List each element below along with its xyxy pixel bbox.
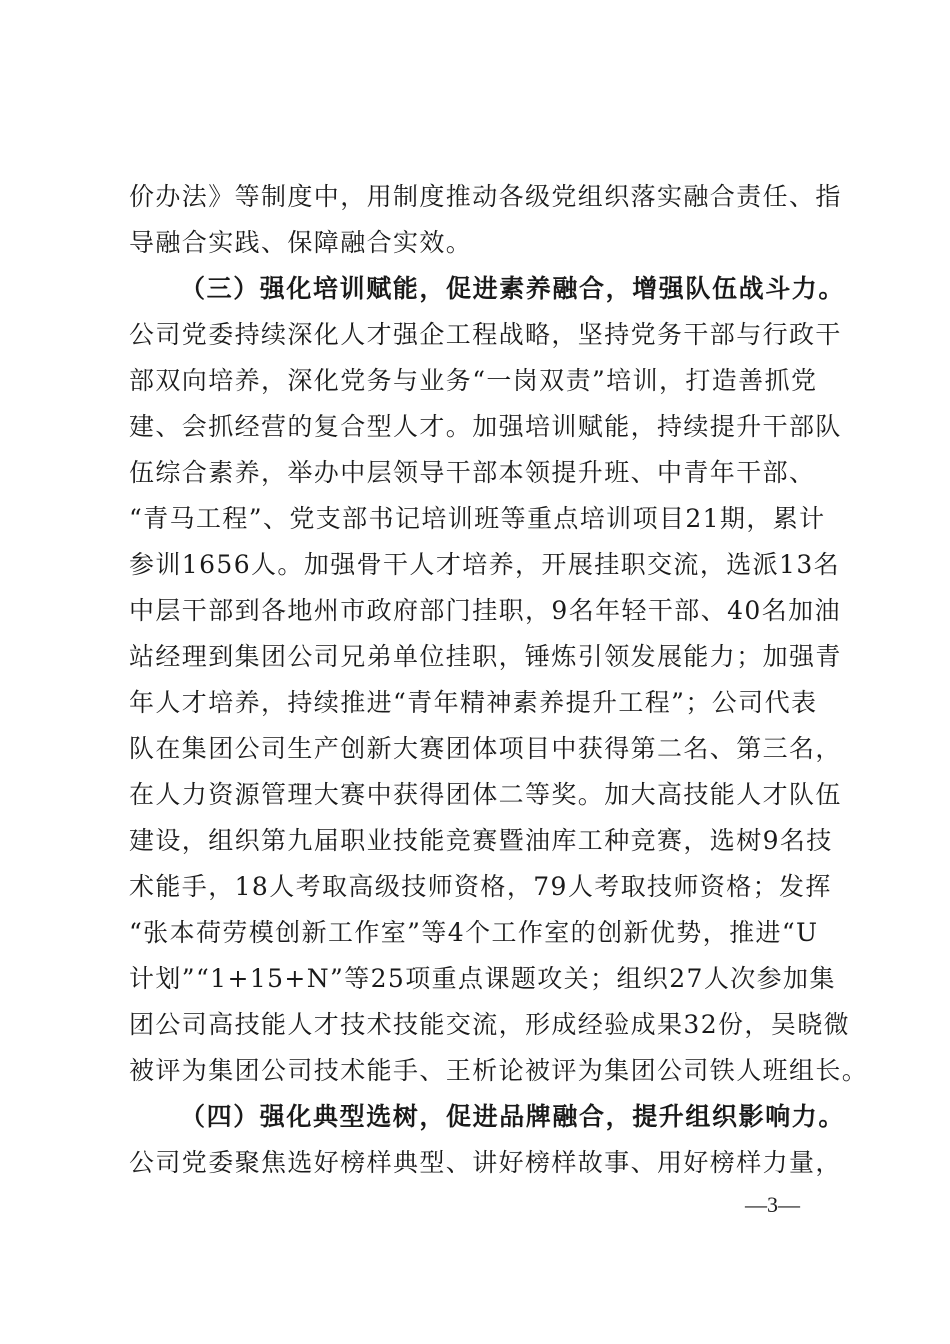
- body-line: 价办法》等制度中，用制度推动各级党组织落实融合责任、指: [129, 182, 842, 211]
- body-line: 在人力资源管理大赛中获得团体二等奖。加大高技能人才队伍: [129, 780, 842, 809]
- body-line: “青马工程”、党支部书记培训班等重点培训项目21期，累计: [129, 504, 826, 533]
- body-line: 被评为集团公司技术能手、王析论被评为集团公司铁人班组长。: [129, 1056, 869, 1085]
- body-line: 团公司高技能人才技术技能交流，形成经验成果32份，吴晓微: [129, 1010, 851, 1039]
- section-heading-4: （四）强化典型选树，促进品牌融合，提升组织影响力。: [180, 1102, 846, 1131]
- body-line: 部双向培养，深化党务与业务“一岗双责”培训，打造善抓党: [129, 366, 818, 395]
- body-line: 建设，组织第九届职业技能竞赛暨油库工种竞赛，选树9名技: [129, 826, 833, 855]
- page-number: —3—: [745, 1192, 800, 1217]
- body-line: 公司党委持续深化人才强企工程战略，坚持党务干部与行政干: [129, 320, 842, 349]
- body-line: 参训1656人。加强骨干人才培养，开展挂职交流，选派13名: [129, 550, 841, 579]
- body-line: 队在集团公司生产创新大赛团体项目中获得第二名、第三名，: [129, 734, 842, 763]
- body-line: 中层干部到各地州市政府部门挂职，9名年轻干部、40名加油: [129, 596, 841, 625]
- body-line: 建、会抓经营的复合型人才。加强培训赋能，持续提升干部队: [129, 412, 842, 441]
- body-line: 伍综合素养，举办中层领导干部本领提升班、中青年干部、: [129, 458, 816, 487]
- body-line: 术能手，18人考取高级技师资格，79人考取技师资格；发挥: [129, 872, 832, 901]
- body-line: 导融合实践、保障融合实效。: [129, 228, 473, 257]
- body-line: 年人才培养，持续推进“青年精神素养提升工程”；公司代表: [129, 688, 818, 717]
- body-line: 计划”“1+15+N”等25项重点课题攻关；组织27人次参加集: [129, 964, 836, 993]
- section-heading-3: （三）强化培训赋能，促进素养融合，增强队伍战斗力。: [180, 274, 846, 303]
- body-line: 公司党委聚焦选好榜样典型、讲好榜样故事、用好榜样力量，: [129, 1148, 842, 1177]
- body-line: “张本荷劳模创新工作室”等4个工作室的创新优势，推进“U: [129, 918, 819, 947]
- body-line: 站经理到集团公司兄弟单位挂职，锤炼引领发展能力；加强青: [129, 642, 842, 671]
